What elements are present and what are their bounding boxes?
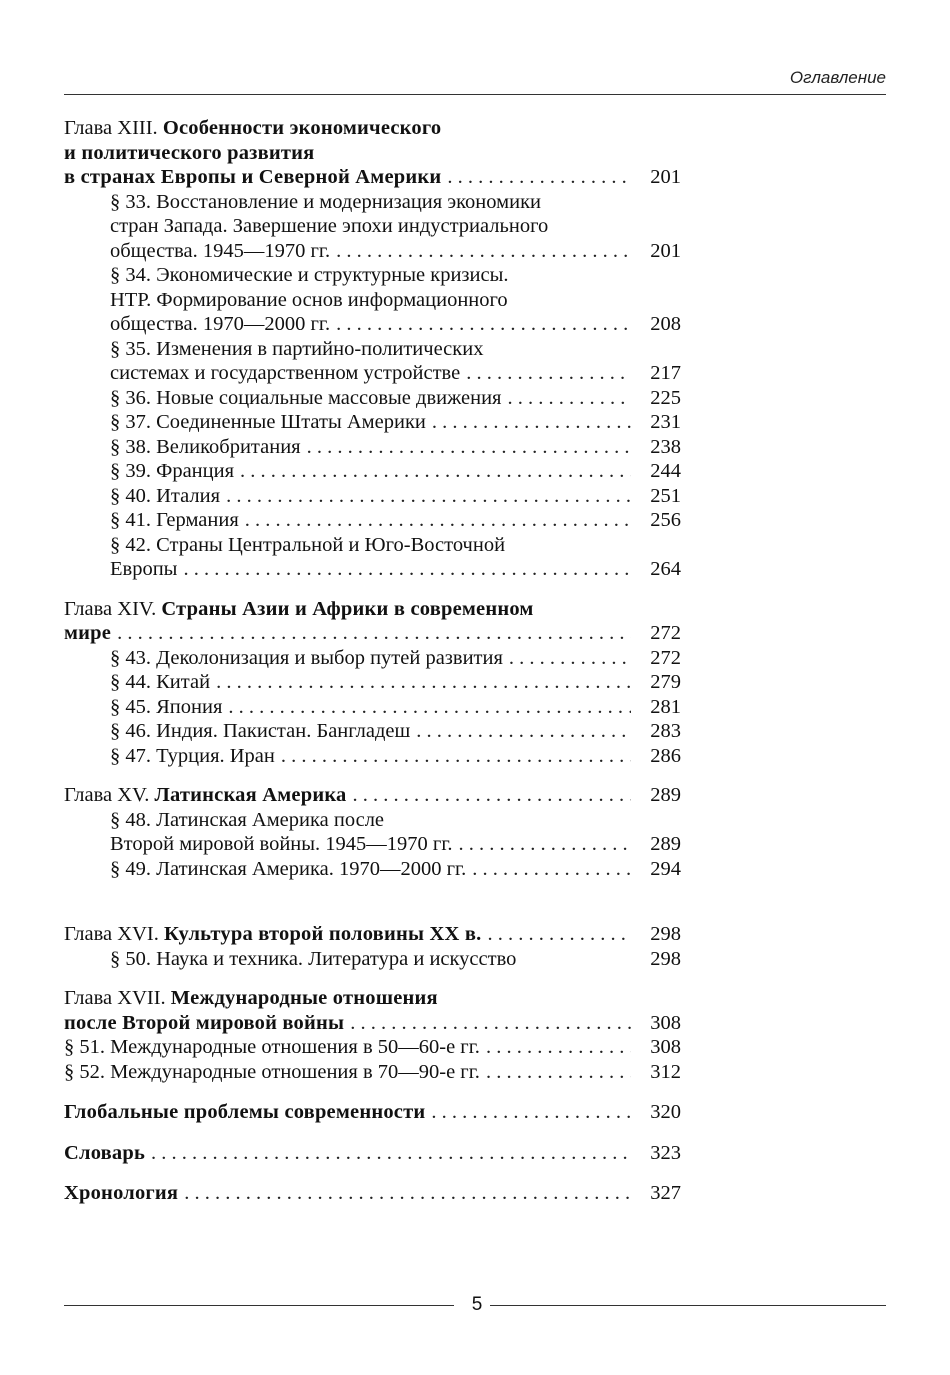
toc-page-number: 238 xyxy=(650,435,681,458)
toc-page-number: 286 xyxy=(650,744,681,767)
toc-entry-title xyxy=(64,165,441,190)
leader-dots xyxy=(410,719,631,744)
toc-page-number: 244 xyxy=(650,460,681,482)
toc-entry-title xyxy=(64,597,534,622)
leader-dots xyxy=(330,239,631,264)
leader-dots xyxy=(301,435,631,460)
toc-page-number: 312 xyxy=(650,1060,681,1083)
toc-section-line xyxy=(64,557,681,582)
footer-rule-right xyxy=(490,1305,886,1306)
toc-entry-title xyxy=(64,783,346,808)
toc-section-line xyxy=(64,808,681,833)
toc-entry-title xyxy=(64,1181,178,1206)
toc-entry-title: § 37. Соединенные Штаты Америки xyxy=(110,411,426,433)
toc-entry-title: § 39. Франция xyxy=(110,460,235,482)
toc-section-line xyxy=(64,410,681,435)
running-head-title: Оглавление xyxy=(789,68,886,87)
toc-entry-title: § 38. Великобритания xyxy=(110,435,301,458)
toc-entry-title xyxy=(64,1141,145,1166)
toc-section-line xyxy=(64,312,681,337)
toc-section-line xyxy=(64,947,681,972)
chapter-title: после Второй мировой войны xyxy=(64,1011,345,1034)
toc-entry-title xyxy=(64,1100,425,1125)
chapter-title: и политического развития xyxy=(64,141,315,164)
chapter-number: Глава XIV. xyxy=(64,597,157,620)
toc-entry-title: § 51. Международные отношения в 50—60-е гг. xyxy=(64,1036,480,1058)
toc-entry-title xyxy=(64,116,441,141)
leader-dots xyxy=(178,1181,631,1206)
toc-entry-title: § 41. Германия xyxy=(110,509,239,531)
toc-page-number: 264 xyxy=(650,558,681,580)
footer-rule-left xyxy=(64,1305,454,1306)
toc-page-number: 272 xyxy=(650,646,681,669)
chapter-title: Особенности экономического xyxy=(162,117,442,139)
toc-chapter-line xyxy=(64,597,681,622)
toc-entry-title xyxy=(64,141,314,166)
toc-section-line xyxy=(64,386,681,411)
toc-entry-title: НТР. Формирование основ информационного xyxy=(110,288,508,311)
toc-entry-title: Второй мировой войны. 1945—1970 гг. xyxy=(110,833,453,855)
toc-section-line xyxy=(64,239,681,264)
leader-dots xyxy=(239,508,631,533)
toc-entry-title: § 45. Япония xyxy=(110,695,223,718)
chapter-number: Глава XVII. xyxy=(64,987,166,1009)
toc-entry-title: § 49. Латинская Америка. 1970—2000 гг. xyxy=(110,857,467,880)
leader-dots xyxy=(346,783,631,808)
leader-dots xyxy=(466,857,631,882)
toc-section-line xyxy=(64,695,681,720)
toc-chapter-line xyxy=(64,1141,681,1166)
toc-entry-title: общества. 1970—2000 гг. xyxy=(110,313,331,335)
leader-dots xyxy=(275,744,631,769)
toc-chapter-line xyxy=(64,986,681,1011)
leader-dots xyxy=(145,1141,631,1166)
toc-chapter-line xyxy=(64,141,681,166)
leader-dots xyxy=(220,484,631,509)
toc-page-number: 283 xyxy=(650,720,681,742)
toc-section-line xyxy=(64,288,681,313)
toc-section-line xyxy=(64,1060,681,1085)
toc-page-number: 289 xyxy=(650,784,681,806)
leader-dots xyxy=(480,1035,631,1060)
toc-page-number: 298 xyxy=(650,923,681,945)
leader-dots xyxy=(503,646,631,671)
chapter-title: в странах Европы и Северной Америки xyxy=(64,166,442,188)
toc-chapter-line xyxy=(64,1100,681,1125)
toc-page-number: 298 xyxy=(650,947,681,970)
leader-dots xyxy=(177,557,631,582)
toc-page-number: 279 xyxy=(650,671,681,693)
chapter-title: Глобальные проблемы современности xyxy=(64,1101,426,1123)
toc-section-line xyxy=(64,484,681,509)
toc-page-number: 289 xyxy=(650,833,681,855)
toc-entry-title: § 52. Международные отношения в 70—90-е гг. xyxy=(64,1060,480,1083)
leader-dots xyxy=(234,459,631,484)
toc-entry-title: § 48. Латинская Америка после xyxy=(110,808,385,831)
chapter-title: Международные отношения xyxy=(170,987,438,1009)
toc-entry-title xyxy=(64,922,481,947)
toc-entry-title: § 47. Турция. Иран xyxy=(110,744,275,767)
toc-entry-title xyxy=(64,986,438,1011)
toc-section-line xyxy=(64,832,681,857)
toc-page-number: 201 xyxy=(650,166,681,188)
toc-entry-title xyxy=(64,1011,344,1036)
chapter-number: Глава XV. xyxy=(64,784,150,806)
toc-page-number: 320 xyxy=(650,1101,681,1123)
toc-page-number: 327 xyxy=(650,1182,681,1204)
toc-section-line xyxy=(64,508,681,533)
leader-dots xyxy=(111,621,631,646)
toc-section-line xyxy=(64,670,681,695)
toc-chapter-line xyxy=(64,1011,681,1036)
toc-page-number: 323 xyxy=(650,1141,681,1164)
toc-section-line xyxy=(64,459,681,484)
toc-section-line xyxy=(64,190,681,215)
header-rule xyxy=(64,94,886,95)
leader-dots xyxy=(481,922,631,947)
toc-page-number: 256 xyxy=(650,509,681,531)
toc-section-line xyxy=(64,1035,681,1060)
leader-dots xyxy=(425,1100,631,1125)
leader-dots xyxy=(330,312,631,337)
toc-entry-title: общества. 1945—1970 гг. xyxy=(110,239,331,262)
toc-section-line xyxy=(64,214,681,239)
leader-dots xyxy=(460,361,631,386)
toc-page-number: 281 xyxy=(650,695,681,718)
toc-section-line xyxy=(64,744,681,769)
chapter-title: Культура второй половины XX в. xyxy=(163,923,482,945)
toc-entry-title: § 42. Страны Центральной и Юго-Восточной xyxy=(110,533,506,556)
leader-dots xyxy=(210,670,631,695)
toc-page-number: 272 xyxy=(650,622,681,644)
toc-entry-title: § 35. Изменения в партийно-политических xyxy=(110,337,484,360)
chapter-title: мире xyxy=(64,622,112,644)
leader-dots xyxy=(222,695,631,720)
toc-entry-title: Европы xyxy=(110,558,178,580)
toc-page-number: 231 xyxy=(650,411,681,433)
toc-section-line xyxy=(64,646,681,671)
toc-entry-title: § 40. Италия xyxy=(110,484,221,507)
toc-section-line xyxy=(64,435,681,460)
toc-chapter-line xyxy=(64,1181,681,1206)
toc-section-line xyxy=(64,857,681,882)
toc-entry-title: § 44. Китай xyxy=(110,671,211,693)
toc-page-number: 308 xyxy=(650,1036,681,1058)
toc-page-number: 217 xyxy=(650,362,681,384)
leader-dots xyxy=(480,1060,631,1085)
toc-section-line xyxy=(64,533,681,558)
toc-page-number: 251 xyxy=(650,484,681,507)
toc-section-line xyxy=(64,337,681,362)
toc-entry-title: системах и государственном устройстве xyxy=(110,362,461,384)
toc-chapter-line xyxy=(64,922,681,947)
toc-section-line xyxy=(64,361,681,386)
chapter-number: Глава XVI. xyxy=(64,923,159,945)
toc-section-line xyxy=(64,263,681,288)
chapter-title: Латинская Америка xyxy=(154,784,347,806)
toc-page-number: 294 xyxy=(650,857,681,880)
toc-chapter-line xyxy=(64,165,681,190)
toc-section-line xyxy=(64,719,681,744)
table-of-contents xyxy=(64,116,681,1206)
toc-entry-title: § 33. Восстановление и модернизация экономики xyxy=(110,190,542,213)
toc-page-number: 225 xyxy=(650,386,681,409)
toc-entry-title: § 36. Новые социальные массовые движения xyxy=(110,386,502,409)
leader-dots xyxy=(344,1011,631,1036)
toc-entry-title xyxy=(64,621,111,646)
toc-entry-title: стран Запада. Завершение эпохи индустриального xyxy=(110,215,549,237)
toc-page-number: 201 xyxy=(650,239,681,262)
chapter-number: Глава XIII. xyxy=(64,117,158,139)
toc-entry-title: § 43. Деколонизация и выбор путей развития xyxy=(110,646,503,669)
toc-entry-title: § 46. Индия. Пакистан. Бангладеш xyxy=(110,720,411,742)
chapter-title: Хронология xyxy=(64,1182,179,1204)
leader-dots xyxy=(501,386,631,411)
toc-page-number: 308 xyxy=(650,1011,681,1034)
leader-dots xyxy=(453,832,631,857)
toc-chapter-line xyxy=(64,621,681,646)
toc-chapter-line xyxy=(64,783,681,808)
leader-dots xyxy=(426,410,631,435)
toc-entry-title: § 50. Наука и техника. Литература и искусство xyxy=(110,947,517,970)
toc-entry-title: § 34. Экономические и структурные кризисы. xyxy=(110,264,509,286)
page-number: 5 xyxy=(471,1294,483,1315)
chapter-title: Словарь xyxy=(64,1141,146,1164)
toc-page-number: 208 xyxy=(650,313,681,335)
toc-chapter-line xyxy=(64,116,681,141)
leader-dots xyxy=(441,165,631,190)
chapter-title: Страны Азии и Африки в современном xyxy=(161,597,534,620)
page-footer xyxy=(64,1294,886,1316)
